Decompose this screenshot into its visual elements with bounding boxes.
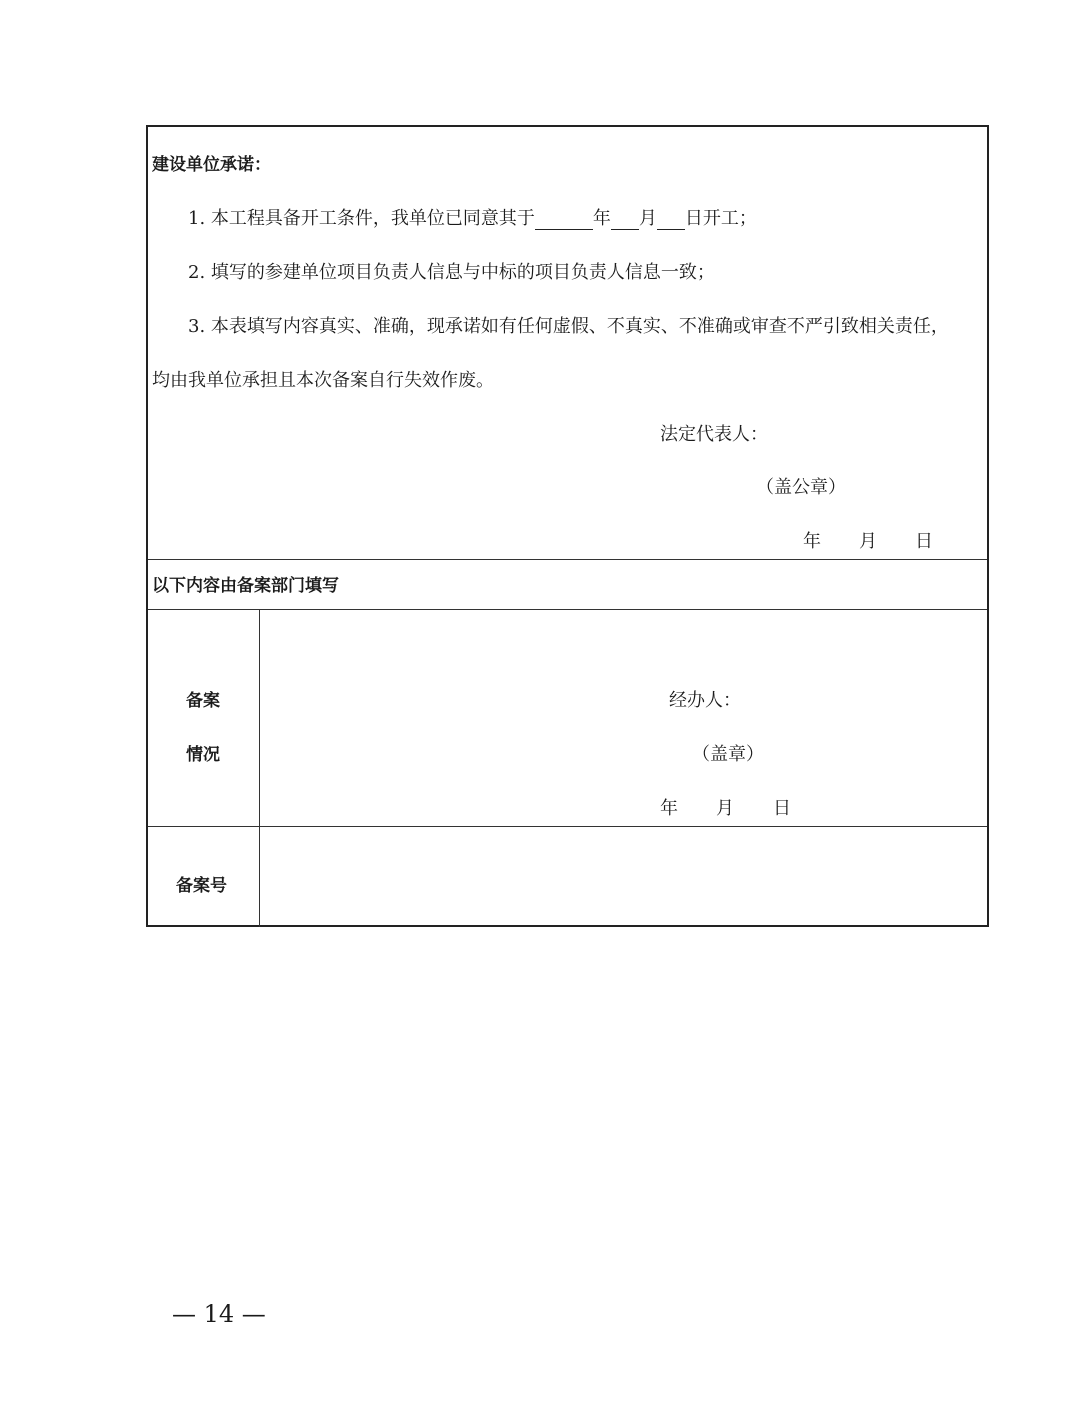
divider-line <box>148 826 987 827</box>
month-blank[interactable] <box>611 211 639 230</box>
commitment-heading: 建设单位承诺： <box>152 155 271 175</box>
commitment-item-1-year: 年 <box>592 208 611 229</box>
day-blank[interactable] <box>657 211 685 230</box>
filing-date-year: 年 <box>660 798 678 819</box>
commitment-date-day: 日 <box>915 531 933 552</box>
divider-line <box>148 609 987 610</box>
filing-status-label-line-2: 情况 <box>186 745 220 765</box>
year-blank[interactable] <box>535 211 593 230</box>
commitment-item-1-month: 月 <box>638 208 657 229</box>
official-seal-label: （盖公章） <box>756 477 846 498</box>
legal-representative-label: 法定代表人： <box>660 424 768 445</box>
filing-number-label: 备案号 <box>176 876 227 896</box>
seal-label: （盖章） <box>692 744 764 765</box>
filing-section-header: 以下内容由备案部门填写 <box>152 576 339 596</box>
handler-label: 经办人： <box>669 690 741 711</box>
commitment-date-year: 年 <box>803 531 821 552</box>
filing-form-table <box>146 125 989 927</box>
commitment-item-1-prefix: 1. 本工程具备开工条件，我单位已同意其于 <box>188 208 535 229</box>
filing-number-field[interactable] <box>261 828 987 925</box>
commitment-item-3-line-1: 3. 本表填写内容真实、准确，现承诺如有任何虚假、不真实、不准确或审查不严引致相关责任， <box>188 316 949 337</box>
page-number: — 14 — <box>172 1300 266 1328</box>
filing-date-day: 日 <box>773 798 791 819</box>
commitment-item-1-suffix: 日开工； <box>684 208 757 229</box>
commitment-item-2: 2. 填写的参建单位项目负责人信息与中标的项目负责人信息一致； <box>188 262 715 283</box>
commitment-date-month: 月 <box>859 531 877 552</box>
commitment-item-1 <box>188 208 757 230</box>
divider-line <box>148 559 987 560</box>
commitment-item-3-line-2: 均由我单位承担且本次备案自行失效作废。 <box>152 370 494 391</box>
filing-status-label-line-1: 备案 <box>186 691 220 711</box>
label-column-divider <box>259 609 260 927</box>
filing-date-month: 月 <box>716 798 734 819</box>
